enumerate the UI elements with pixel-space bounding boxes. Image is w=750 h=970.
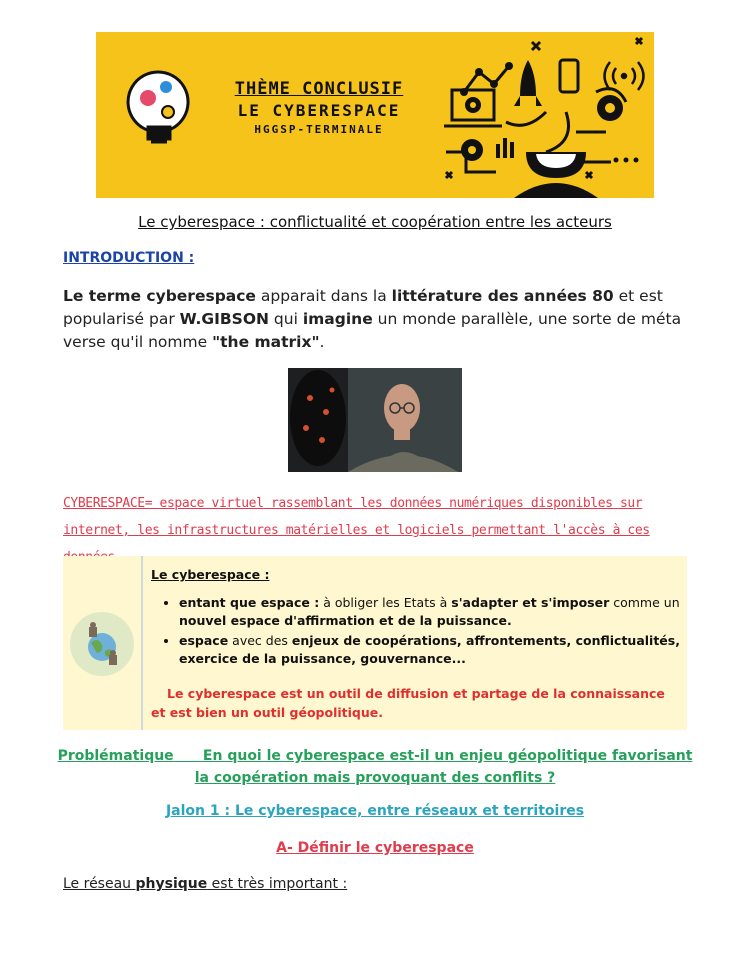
bar-chart-icon	[496, 138, 514, 158]
jalon-heading: Jalon 1 : Le cyberespace, entre réseaux et territoires	[165, 803, 585, 819]
list-text: enjeux de coopérations, affrontements, conflictualités, exercice de la puissance, gouvernance...	[179, 633, 680, 666]
reseau-text: est très important :	[207, 876, 348, 892]
reseau-text: Le réseau	[63, 876, 136, 892]
intro-text: imagine	[302, 310, 373, 328]
banner-theme: THÈME CONCLUSIF	[234, 79, 404, 99]
intro-text: et est popularisé par	[63, 287, 663, 328]
gibson-photo	[288, 368, 462, 472]
list-text: espace	[179, 633, 229, 648]
list-text: nouvel espace d'affirmation et de la puissance.	[179, 613, 512, 628]
intro-text: apparait dans la	[255, 287, 392, 305]
reseau-line	[63, 876, 347, 892]
list-text: comme un	[609, 595, 680, 610]
gear-icon	[140, 90, 156, 106]
intro-text: .	[319, 333, 325, 351]
banner-level: HGGSP-TERMINALE	[254, 123, 384, 136]
intro-text: Le terme cyberespace	[63, 287, 256, 305]
portrait-illustration	[288, 368, 462, 472]
problematique-question-end: la coopération mais provoquant des conflits ?	[194, 770, 556, 786]
list-text: entant que espace :	[179, 595, 320, 610]
intro-text: littérature des années 80	[391, 287, 614, 305]
box-conclusion: Le cyberespace est un outil de diffusion et partage de la connaissance et est bien un outil géopolitique.	[151, 686, 665, 720]
box-list	[151, 594, 689, 670]
summary-box	[63, 556, 687, 730]
intro-text: "the matrix"	[212, 333, 320, 351]
problematique-label: Problématique	[57, 748, 174, 764]
header-banner	[96, 32, 654, 198]
list-item	[179, 594, 689, 630]
page-title: Le cyberespace : conflictualité et coopération entre les acteurs	[138, 213, 612, 231]
problematique	[0, 745, 750, 789]
intro-text: W.GIBSON	[179, 310, 269, 328]
lightbulb-icon	[128, 72, 188, 142]
list-text: à obliger les Etats à	[319, 595, 452, 610]
list-item	[179, 632, 689, 668]
intro-text: qui	[269, 310, 303, 328]
signal-icon	[605, 62, 644, 90]
banner-subject: LE CYBERESPACE	[237, 101, 401, 120]
list-text: avec des	[228, 633, 292, 648]
phone-icon	[560, 60, 578, 92]
banner-title	[194, 78, 444, 138]
box-heading: Le cyberespace :	[151, 567, 270, 582]
rocket-icon	[514, 60, 542, 106]
reseau-text: physique	[135, 876, 208, 892]
box-sidebar	[63, 556, 143, 730]
problematique-question: En quoi le cyberespace est-il un enjeu géopolitique favorisant	[202, 748, 693, 764]
intro-heading: INTRODUCTION :	[63, 250, 195, 266]
cyberspace-definition: CYBERESPACE= espace virtuel rassemblant les données numériques disponibles sur internet, les infrastructures matérielles et logiciels permettant l'accès à ces	[63, 496, 650, 538]
section-a-heading: A- Définir le cyberespace	[276, 840, 474, 856]
intro-text: un monde parallèle, une sorte de méta verse qu'il nomme	[63, 310, 682, 351]
globe-icon	[69, 611, 135, 677]
list-text: s'adapter et s'imposer	[451, 595, 610, 610]
intro-paragraph	[63, 285, 688, 354]
